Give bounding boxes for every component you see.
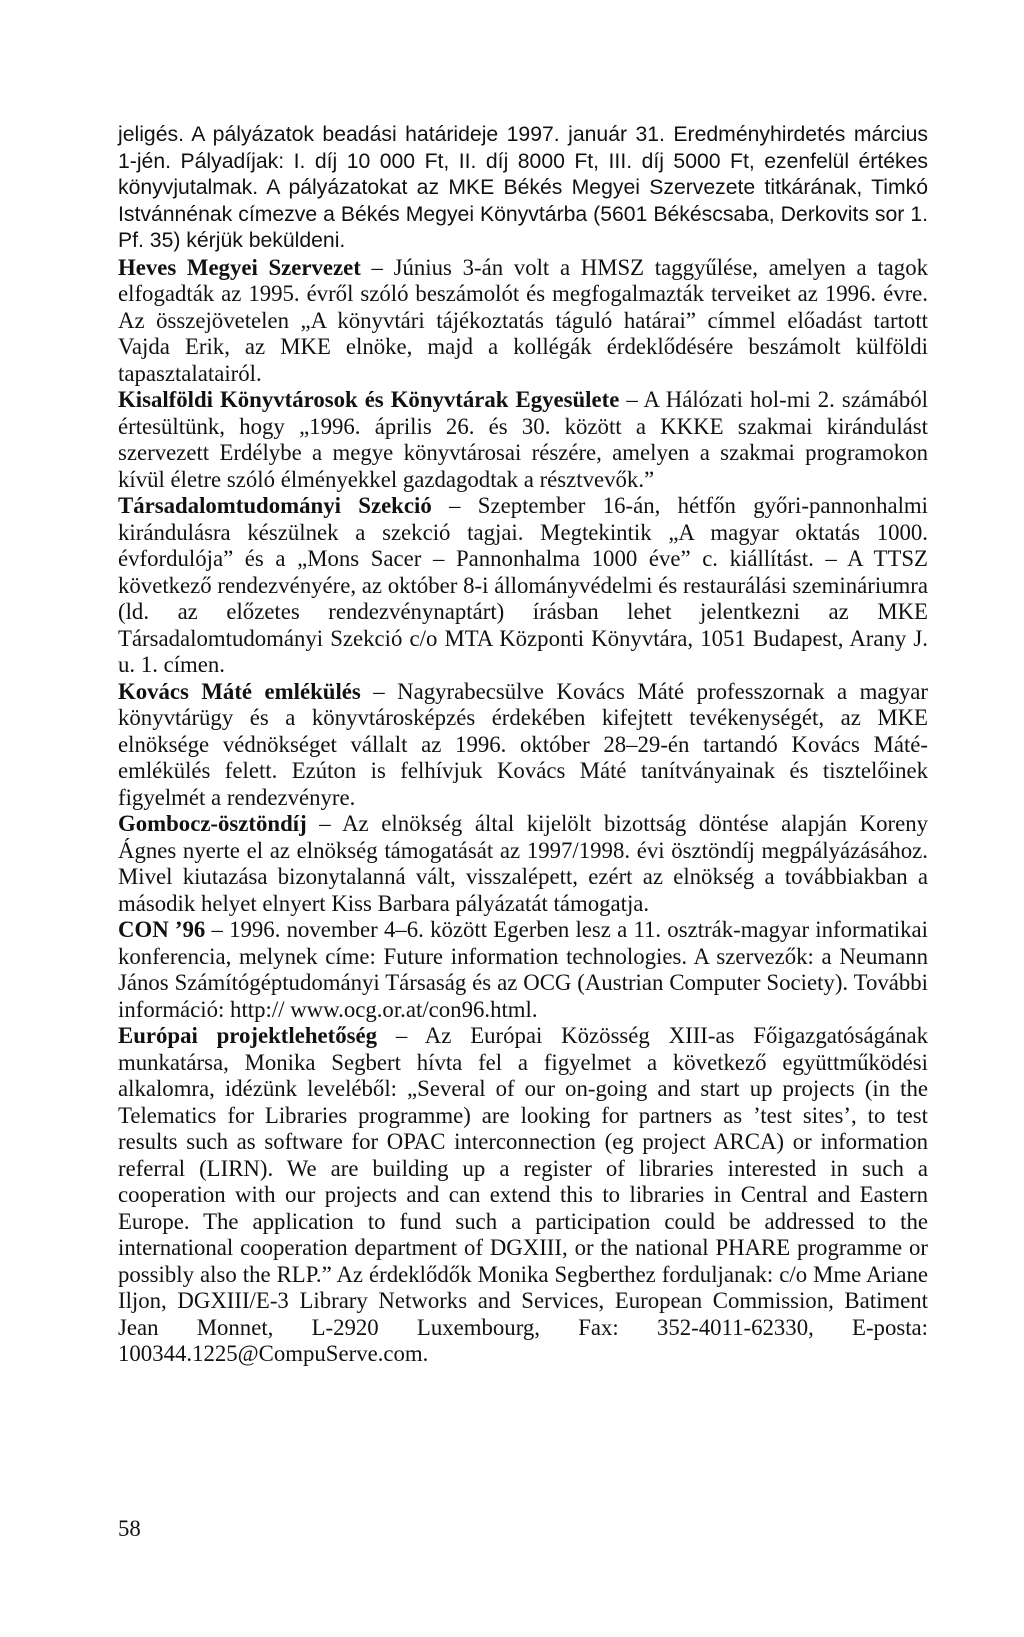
article-body [118,122,928,1368]
paragraph-kovacs-mate [118,679,928,812]
paragraph-tarsadalomtudomanyi [118,493,928,679]
paragraph-text: – Nagyrabecsülve Kovács Máté professzornak a magyar könyvtárügy és a könyvtárosképzés érdekében kifejtett tevékenységét, az MKE elnöksége védnökséget vállalt az 1996. október 28–29-én tartandó Kovács Máté-emlékülés felett. Ezúton is felhívjuk Kovács Máté tanítványainak és tisztelőinek figyelmét a rendezvényre. [118,678,928,810]
paragraph-con96 [118,917,928,1023]
paragraph-heading: Társadalomtudományi Szekció [118,493,432,518]
paragraph-text: – Az Európai Közösség XIII-as Főigazgatóságának munkatársa, Monika Segbert hívta fel a figyelmet a következő együttműködési alkalomra, idézünk leveléből: „Several of our on-going and start up projects (in the Telematics for Libraries programme) are looking for partners as ’test sites’, to test results such as software for OPAC interconnection (eg project ARCA) or information referral (LIRN). We are building up a register of libraries interested in such a cooperation with our projects and can extend this to libraries in Central and Eastern Europe. The application to fund such a participation could be addressed to the international cooperation department of DGXIII, or the national PHARE programme or possibly also the RLP.” Az érdeklődők Monika Segberthez forduljanak: c/o Mme Ariane Iljon, DGXIII/E-3 Library Networks and Services, European Commission, Batiment Jean Monnet, L-2920 Luxembourg, Fax: 352-4011-62330, E-posta: 100344.1225@CompuServe.com. [118,1023,928,1366]
paragraph-text: – 1996. november 4–6. között Egerben lesz a 11. osztrák-magyar informatikai konferencia, melynek címe: Future information technologies. A szervezők: a Neumann János Számítógéptudományi Társaság és az OCG (Austrian Computer Society). További információ: http:// www.ocg.or.at/con96.html. [118,917,928,1022]
paragraph-heves [118,255,928,388]
paragraph-heading: CON ’96 [118,917,206,942]
paragraph-heading: Gombocz-ösztöndíj [118,811,307,836]
paragraph-heading: Európai projektlehetőség [118,1023,378,1048]
paragraph-heading: Kovács Máté emlékülés [118,678,361,704]
paragraph-text: jeligés. A pályázatok beadási határideje 1997. január 31. Eredményhirdetés március 1-jén. Pályadíjak: I. díj 10 000 Ft, II. díj 8000 Ft, III. díj 5000 Ft, ezenfelül értékes könyvjutalmak. A pályázatokat az MKE Békés Megyei Szervezete titkárának, Timkó Istvánnénak címezve a Békés Megyei Könyvtárba (5601 Békéscsaba, Derkovits sor 1. Pf. 35) kérjük beküldeni. [118,123,928,252]
paragraph-gombocz [118,811,928,917]
paragraph-text: – Az elnökség által kijelölt bizottság döntése alapján Koreny Ágnes nyerte el az elnökség támogatását az 1997/1998. évi ösztöndíj megpályázásához. Mivel kiutazása bizonytalanná vált, visszalépett, ezért az elnökség a továbbiakban a második helyet elnyert Kiss Barbara pályázatát támogatja. [118,811,928,916]
page-number: 58 [118,1516,141,1541]
paragraph-palyazat-continuation [118,122,928,255]
paragraph-europai-projekt [118,1023,928,1368]
paragraph-kisalfoldi [118,387,928,493]
paragraph-heading: Kisalföldi Könyvtárosok és Könyvtárak Egyesülete [118,387,620,412]
paragraph-text: – Szeptember 16-án, hétfőn győri-pannonhalmi kirándulásra készülnek a szekció tagjai. Megtekintik „A magyar oktatás 1000. évfordulója” és a „Mons Sacer – Pannonhalma 1000 éve” c. kiállítást. – A TTSZ következő rendezvényére, az október 8-i állományvédelmi és restaurálási szemináriumra (ld. az előzetes rendezvénynaptárt) írásban lehet jelentkezni az MKE Társadalomtudományi Szekció c/o MTA Központi Könyvtára, 1051 Budapest, Arany J. u. 1. címen. [118,493,928,677]
paragraph-text: – Június 3-án volt a HMSZ taggyűlése, amelyen a tagok elfogadták az 1995. évről szóló beszámolót és megfogalmazták terveiket az 1996. évre. Az összejövetelen „A könyvtári tájékoztatás táguló határai” címmel előadást tartott Vajda Erik, az MKE elnöke, majd a kollégák érdeklődésére beszámolt külföldi tapasztalatairól. [118,254,928,386]
paragraph-text: – A Hálózati hol-mi 2. számából értesültünk, hogy „1996. április 26. és 30. között a KKKE szakmai kirándulást szervezett Erdélybe a megye könyvtárosai részére, amelyen a szakmai programokon kívül életre szóló élményekkel gazdagodtak a résztvevők.” [118,387,928,492]
paragraph-heading: Heves Megyei Szervezet [118,254,361,280]
